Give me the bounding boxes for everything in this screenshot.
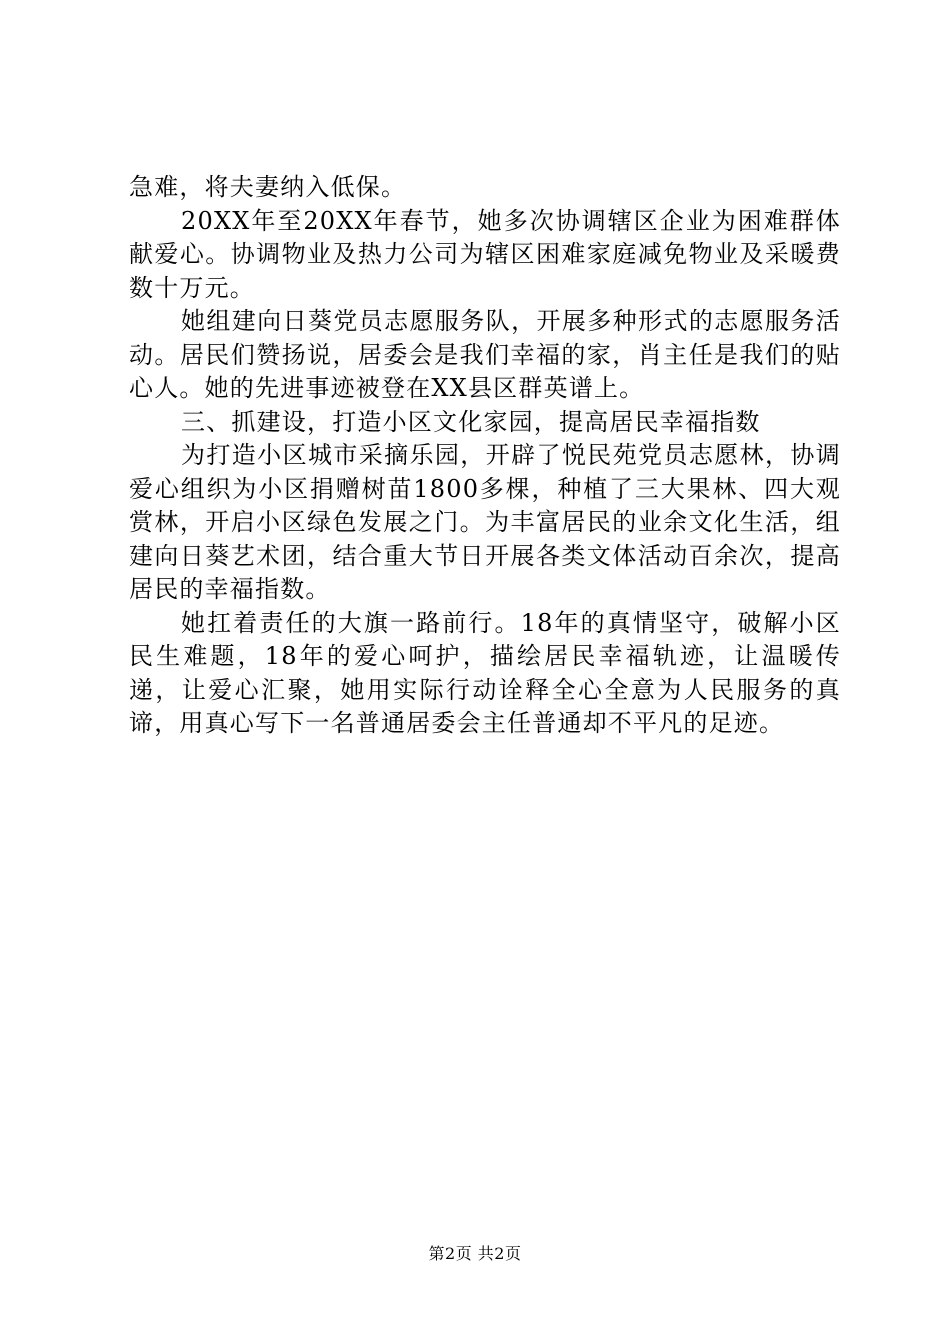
page-footer (0, 1244, 950, 1264)
section-heading: 三、抓建设，打造小区文化家园，提高居民幸福指数 (181, 407, 761, 436)
page-number-label: 第2页 共2页 (428, 1244, 522, 1263)
paragraph-4: 为打造小区城市采摘乐园，开辟了悦民苑党员志愿林，协调爱心组织为小区捐赠树苗1800多棵，种植了三大果林、四大观赏林，开启小区绿色发展之门。为丰富居民的业余文化生活，组建向日葵艺术团，结合重大节日开展各类文体活动百余次，提高居民的幸福指数。 (129, 441, 841, 603)
paragraph-5: 她扛着责任的大旗一路前行。18年的真情坚守，破解小区民生难题，18年的爱心呵护，描绘居民幸福轨迹，让温暖传递，让爱心汇聚，她用实际行动诠释全心全意为人民服务的真谛，用真心写下一名普通居委会主任普通却不平凡的足迹。 (129, 608, 841, 737)
paragraph-2: 20XX年至20XX年春节，她多次协调辖区企业为困难群体献爱心。协调物业及热力公司为辖区困难家庭减免物业及采暖费数十万元。 (129, 206, 841, 302)
paragraph-3: 她组建向日葵党员志愿服务队，开展多种形式的志愿服务活动。居民们赞扬说，居委会是我们幸福的家，肖主任是我们的贴心人。她的先进事迹被登在XX县区群英谱上。 (129, 307, 841, 402)
document-body (129, 171, 841, 741)
paragraph-1: 急难，将夫妻纳入低保。 (129, 173, 407, 201)
